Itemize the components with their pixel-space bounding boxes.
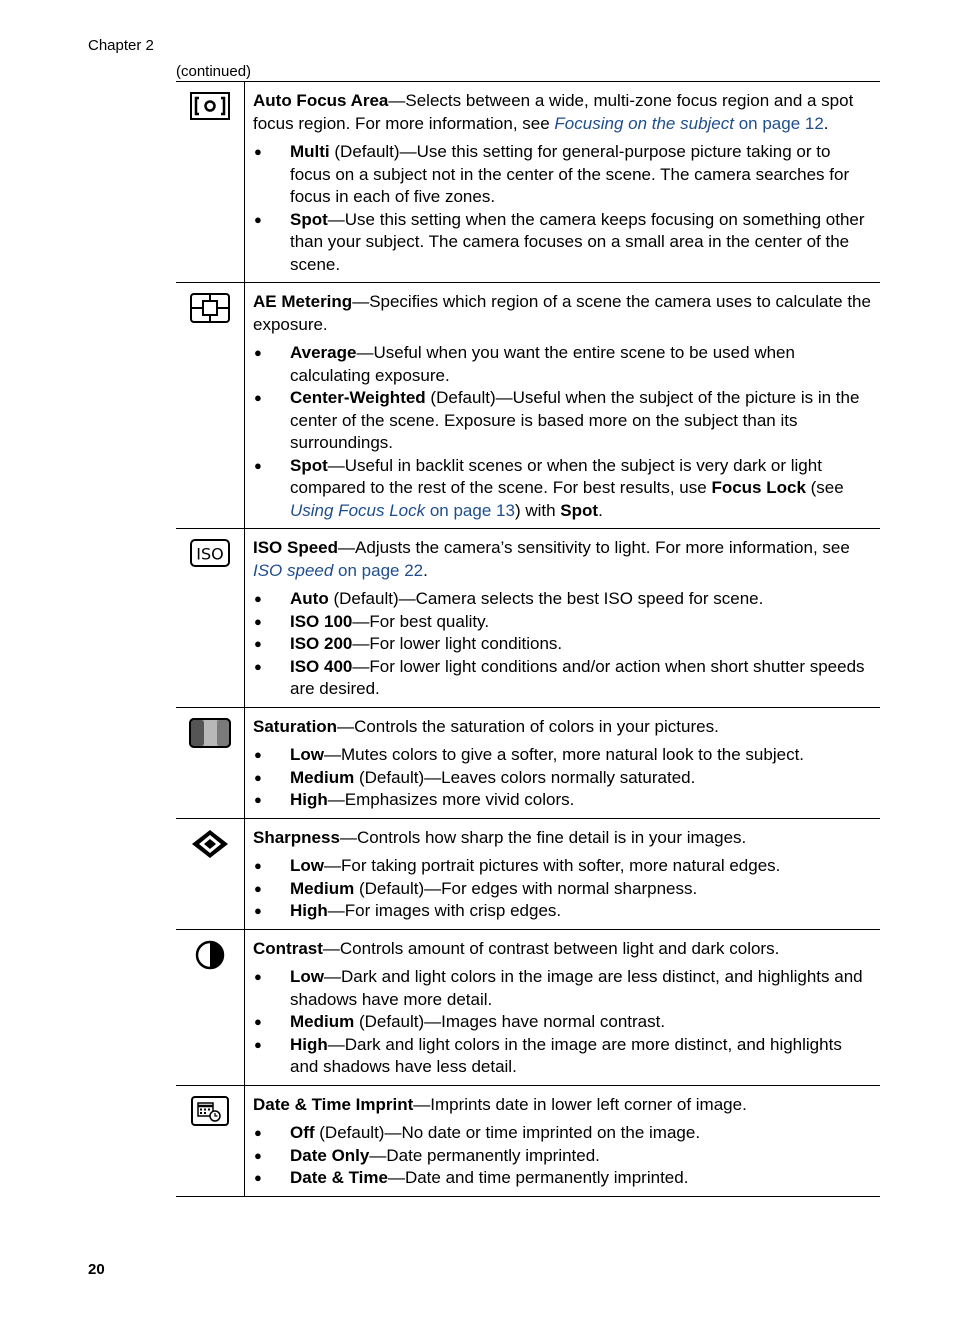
list-item: ● Low—Dark and light colors in the image are less distinct, and highlights and shadows have more detail.: [253, 966, 874, 1011]
sharpness-icon: [190, 829, 230, 859]
setting-title: Saturation: [253, 716, 338, 736]
list-item: ● Medium (Default)—For edges with normal sharpness.: [253, 878, 874, 901]
cross-reference-link[interactable]: Using Focus Lock on page 13: [290, 500, 515, 520]
list-item: ● Auto (Default)—Camera selects the best ISO speed for scene.: [253, 588, 874, 611]
table-row: [176, 707, 880, 818]
list-item: ● Medium (Default)—Leaves colors normally saturated.: [253, 767, 874, 790]
options-list: [253, 855, 874, 923]
setting-description: Auto Focus Area—Selects between a wide, multi-zone focus region and a spot focus region. For more information, see Focusing on the subject on page 12.: [253, 91, 854, 133]
list-item: ● Date Only—Date permanently imprinted.: [253, 1145, 874, 1168]
cross-reference-link[interactable]: ISO speed on page 22: [253, 560, 424, 580]
setting-description: Contrast—Controls amount of contrast between light and dark colors.: [253, 938, 780, 958]
auto-focus-area-icon: [190, 92, 230, 120]
list-item: ● ISO 200—For lower light conditions.: [253, 633, 874, 656]
ae-metering-icon: [190, 293, 230, 323]
setting-description: AE Metering—Specifies which region of a scene the camera uses to calculate the exposure.: [253, 292, 871, 334]
list-item: ● Center-Weighted (Default)—Useful when the subject of the picture is in the center of the scene. Exposure is based more on the subject than its surroundings.: [253, 387, 874, 455]
table-row: [176, 1085, 880, 1196]
options-list: [253, 342, 874, 522]
list-item: ● Date & Time—Date and time permanently imprinted.: [253, 1167, 874, 1190]
saturation-icon: [189, 718, 231, 748]
iso-speed-icon: [190, 539, 230, 567]
chapter-header: Chapter 2: [88, 37, 154, 54]
setting-description: ISO Speed—Adjusts the camera’s sensitivity to light. For more information, see ISO speed on page 22.: [253, 538, 850, 580]
table-row: [176, 929, 880, 1085]
options-list: [253, 966, 874, 1079]
setting-title: Date & Time Imprint: [253, 1094, 414, 1114]
list-item: ● Spot—Use this setting when the camera keeps focusing on something other than your subject. The camera focuses on a small area in the center of the scene.: [253, 209, 874, 277]
list-item: ● ISO 100—For best quality.: [253, 611, 874, 634]
list-item: ● ISO 400—For lower light conditions and/or action when short shutter speeds are desired.: [253, 656, 874, 701]
options-list: [253, 141, 874, 276]
list-item: ● High—For images with crisp edges.: [253, 900, 874, 923]
options-list: [253, 744, 874, 812]
setting-description: Date & Time Imprint—Imprints date in lower left corner of image.: [253, 1094, 747, 1114]
setting-title: Auto Focus Area: [253, 91, 389, 110]
cross-reference-link[interactable]: Focusing on the subject on page 12: [554, 113, 824, 133]
setting-description: Saturation—Controls the saturation of colors in your pictures.: [253, 716, 719, 736]
list-item: ● Off (Default)—No date or time imprinted on the image.: [253, 1122, 874, 1145]
list-item: ● Low—Mutes colors to give a softer, more natural look to the subject.: [253, 744, 874, 767]
list-item: ● Medium (Default)—Images have normal contrast.: [253, 1011, 874, 1034]
contrast-icon: [194, 940, 226, 970]
table-row: [176, 82, 880, 283]
list-item: ● High—Emphasizes more vivid colors.: [253, 789, 874, 812]
list-item: ● Low—For taking portrait pictures with softer, more natural edges.: [253, 855, 874, 878]
options-list: [253, 588, 874, 701]
page-number: 20: [88, 1261, 105, 1278]
setting-title: ISO Speed: [253, 538, 339, 557]
list-item: ● High—Dark and light colors in the image are more distinct, and highlights and shadows have less detail.: [253, 1034, 874, 1079]
list-item: ● Multi (Default)—Use this setting for general-purpose picture taking or to focus on a subject not in the center of the scene. The camera searches for focus in each of five zones.: [253, 141, 874, 209]
setting-title: AE Metering: [253, 292, 353, 311]
setting-description: Sharpness—Controls how sharp the fine detail is in your images.: [253, 827, 747, 847]
setting-title: Contrast: [253, 938, 323, 958]
options-list: [253, 1122, 874, 1190]
table-row: [176, 283, 880, 529]
table-row: [176, 818, 880, 929]
table-row: [176, 529, 880, 708]
setting-title: Sharpness: [253, 827, 340, 847]
list-item: ● Spot—Useful in backlit scenes or when the subject is very dark or light compared to the rest of the scene. For best results, use Focus Lock (see Using Focus Lock on page 13) with Spot.: [253, 455, 874, 523]
continued-label: (continued): [176, 63, 252, 80]
date-time-imprint-icon: [191, 1096, 229, 1126]
list-item: ● Average—Useful when you want the entire scene to be used when calculating exposure.: [253, 342, 874, 387]
svg-text:ISO: ISO: [196, 544, 224, 564]
settings-table: [176, 81, 880, 1197]
